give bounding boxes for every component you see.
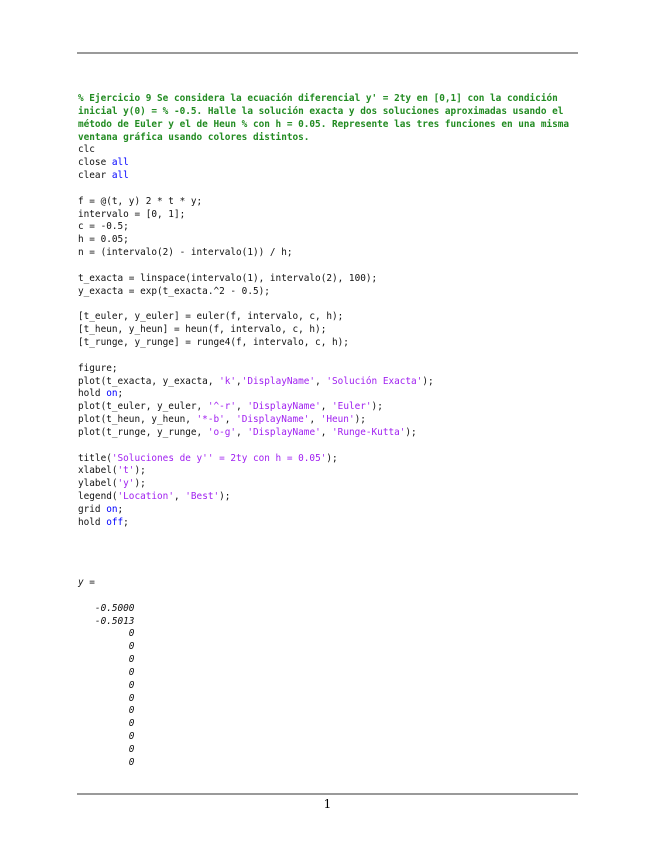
output-value: -0.5000 bbox=[78, 602, 135, 614]
code-line bbox=[78, 465, 578, 478]
code-line bbox=[78, 170, 578, 183]
code-token: , bbox=[320, 426, 333, 438]
string-token: 'y' bbox=[117, 478, 135, 490]
output-value: 0 bbox=[78, 705, 135, 717]
keyword-token: all bbox=[111, 170, 129, 182]
code-line bbox=[78, 311, 578, 324]
code-token: , bbox=[236, 401, 248, 413]
page-number: 1 bbox=[323, 797, 332, 811]
output-value: 0 bbox=[78, 641, 135, 653]
code-line bbox=[78, 234, 578, 247]
string-token: 't' bbox=[117, 465, 135, 477]
code-token: n = (intervalo(2) - intervalo(1)) / h; bbox=[78, 247, 293, 259]
code-line bbox=[78, 337, 578, 350]
code-line bbox=[78, 324, 578, 337]
code-line bbox=[78, 491, 578, 504]
code-token: , bbox=[236, 426, 248, 438]
code-token: [t_heun, y_heun] = heun(f, intervalo, c, h); bbox=[78, 324, 327, 336]
code-line bbox=[78, 504, 578, 517]
code-token: , bbox=[236, 375, 242, 387]
string-token: 'Best' bbox=[185, 491, 220, 503]
code-token: ; bbox=[117, 388, 124, 400]
string-token: 'Runge-Kutta' bbox=[332, 426, 406, 438]
keyword-token: on bbox=[106, 388, 118, 400]
code-line bbox=[78, 376, 578, 389]
string-token: '*-b' bbox=[196, 414, 225, 426]
keyword-token: on bbox=[106, 504, 118, 515]
string-token: 'DisplayName' bbox=[241, 375, 316, 387]
code-token: [t_runge, y_runge] = runge4(f, intervalo, c, h); bbox=[78, 337, 349, 349]
string-token: 'k' bbox=[219, 375, 237, 387]
code-line bbox=[78, 414, 578, 427]
code-token: legend( bbox=[78, 491, 118, 503]
code-token: ); bbox=[422, 375, 434, 387]
output-values bbox=[78, 603, 134, 770]
code-token: c = -0.5; bbox=[78, 221, 129, 233]
code-line bbox=[78, 350, 578, 363]
output-value: 0 bbox=[78, 654, 135, 666]
code-line bbox=[78, 363, 578, 376]
code-line bbox=[78, 478, 578, 491]
code-token: ); bbox=[354, 414, 366, 426]
output-value: 0 bbox=[78, 731, 135, 743]
output-value: 0 bbox=[78, 756, 135, 768]
code-token: figure; bbox=[78, 362, 118, 374]
code-token: ); bbox=[134, 478, 146, 490]
code-token: y_exacta = exp(t_exacta.^2 - 0.5); bbox=[78, 285, 270, 297]
code-token: grid bbox=[78, 504, 107, 515]
string-token: 'Euler' bbox=[332, 401, 372, 413]
code-token: ); bbox=[371, 401, 383, 413]
code-token: plot(t_heun, y_heun, bbox=[78, 414, 197, 426]
output-value: 0 bbox=[78, 666, 135, 678]
code-token: t_exacta = linspace(intervalo(1), intervalo(2), 100); bbox=[78, 272, 378, 284]
output-value: 0 bbox=[78, 679, 135, 691]
code-token: xlabel( bbox=[78, 465, 118, 477]
string-token: '^-r' bbox=[207, 401, 237, 413]
code-token: hold bbox=[78, 516, 107, 528]
code-token: ylabel( bbox=[78, 478, 118, 490]
code-line bbox=[78, 183, 578, 196]
code-token: ); bbox=[219, 491, 231, 503]
output-value: 0 bbox=[78, 628, 135, 640]
code-token: plot(t_exacta, y_exacta, bbox=[78, 375, 220, 387]
code-token: , bbox=[173, 491, 186, 503]
code-token: ; bbox=[123, 516, 129, 528]
code-token: , bbox=[315, 375, 327, 387]
code-token: ; bbox=[117, 504, 124, 515]
code-token: hold bbox=[78, 388, 107, 400]
code-line bbox=[78, 221, 578, 234]
code-line bbox=[78, 453, 578, 466]
keyword-token: all bbox=[111, 157, 129, 169]
string-token: 'DisplayName' bbox=[236, 414, 310, 426]
string-token: 'Location' bbox=[117, 491, 174, 503]
code-token: clear bbox=[78, 170, 112, 182]
code-token: f = @(t, y) 2 * t * y; bbox=[78, 195, 203, 207]
output-value: 0 bbox=[78, 718, 135, 730]
code-token: [t_euler, y_euler] = euler(f, intervalo, c, h); bbox=[78, 311, 344, 323]
code-line bbox=[78, 247, 578, 260]
code-token: h = 0.05; bbox=[78, 234, 129, 246]
code-line bbox=[78, 209, 578, 222]
output-value: -0.5013 bbox=[78, 615, 135, 627]
string-token: 'DisplayName' bbox=[247, 426, 321, 438]
code-token: close bbox=[78, 157, 112, 169]
output-label: y = bbox=[78, 577, 95, 588]
command-output bbox=[78, 577, 134, 770]
code-token: title( bbox=[78, 452, 112, 464]
code-line bbox=[78, 157, 578, 170]
code-line bbox=[78, 517, 578, 530]
keyword-token: off bbox=[106, 516, 124, 528]
string-token: 'o-g' bbox=[207, 426, 237, 438]
code-token: ); bbox=[134, 465, 146, 477]
string-token: 'DisplayName' bbox=[247, 401, 321, 413]
code-line bbox=[78, 196, 578, 209]
code-token: , bbox=[320, 401, 333, 413]
code-listing bbox=[78, 93, 578, 530]
code-line bbox=[78, 144, 578, 157]
code-token: , bbox=[309, 414, 321, 426]
code-token: clc bbox=[78, 144, 95, 156]
code-line bbox=[78, 299, 578, 312]
string-token: 'Solución Exacta' bbox=[326, 375, 423, 387]
code-line bbox=[78, 401, 578, 414]
code-line bbox=[78, 388, 578, 401]
string-token: 'Heun' bbox=[320, 414, 355, 426]
header-comment: % Ejercicio 9 Se considera la ecuación diferencial y' = 2ty en [0,1] con la condición inicial y(0) = % -0.5. Halle la solución exacta y dos soluciones aproximadas usando el método de Euler y el de Heun % con h = 0.05. Represente las tres funciones en una misma ventana gráfica usando colores distintos. bbox=[78, 93, 575, 143]
code-token: plot(t_runge, y_runge, bbox=[78, 426, 208, 438]
top-rule bbox=[77, 52, 578, 54]
code-line bbox=[78, 427, 578, 440]
output-value: 0 bbox=[78, 692, 135, 704]
code-token: ); bbox=[326, 452, 338, 464]
code-lines bbox=[78, 144, 578, 529]
output-value: 0 bbox=[78, 743, 135, 755]
code-line bbox=[78, 286, 578, 299]
code-line bbox=[78, 260, 578, 273]
code-token: intervalo = [0, 1]; bbox=[78, 208, 186, 220]
code-line bbox=[78, 440, 578, 453]
string-token: 'Soluciones de y'' = 2ty con h = 0.05' bbox=[111, 452, 327, 464]
code-token: , bbox=[224, 414, 237, 426]
bottom-rule bbox=[77, 793, 578, 795]
code-token: plot(t_euler, y_euler, bbox=[78, 401, 208, 413]
code-token: ); bbox=[405, 426, 417, 438]
code-line bbox=[78, 273, 578, 286]
